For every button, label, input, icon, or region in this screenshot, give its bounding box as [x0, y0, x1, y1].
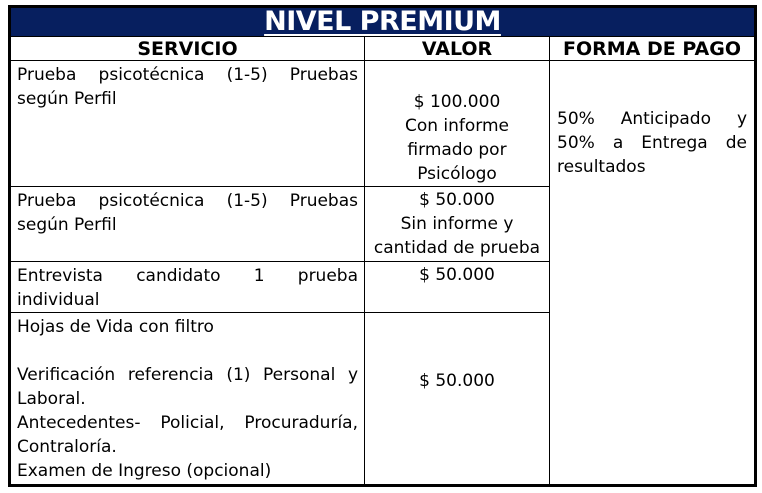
- column-header-forma-de-pago: FORMA DE PAGO: [550, 37, 756, 61]
- price-note-line: Psicólogo: [417, 164, 497, 184]
- service-text: Verificación referencia (1) Personal y Laboral.: [17, 365, 358, 409]
- column-header-valor: VALOR: [365, 37, 550, 61]
- price-line: $ 50.000: [419, 190, 495, 210]
- price-note-line: firmado por: [407, 140, 507, 160]
- service-cell-row3: [10, 262, 365, 313]
- payment-terms-text: 50% Anticipado y 50% a Entrega de resultados: [557, 109, 748, 177]
- service-text: Hojas de Vida con filtro: [17, 317, 214, 337]
- nivel-premium-pricing-table: [8, 5, 757, 487]
- service-text: Entrevista candidato 1 prueba individual: [17, 266, 358, 310]
- document-page: [0, 5, 762, 493]
- column-header-servicio: SERVICIO: [10, 37, 365, 61]
- service-cell-row2: [10, 187, 365, 262]
- service-cell-row1: [10, 61, 365, 187]
- price-cell-row4: [365, 313, 550, 486]
- service-text: Prueba psicotécnica (1-5) Pruebas según Perfil: [17, 65, 358, 109]
- price-cell-row2: [365, 187, 550, 262]
- price-note-line: Con informe: [404, 116, 510, 136]
- table-row: [10, 61, 756, 187]
- price-line: $ 100.000: [413, 92, 501, 112]
- service-text: Antecedentes- Policial, Procuraduría, Contraloría.: [17, 413, 358, 457]
- table-title-cell: [10, 7, 756, 37]
- price-note-line: cantidad de prueba: [373, 238, 541, 258]
- table-title: NIVEL PREMIUM: [264, 6, 501, 37]
- service-text-blank-line: [17, 339, 358, 363]
- payment-terms-cell: [550, 61, 756, 486]
- service-text: Examen de Ingreso (opcional): [17, 461, 272, 481]
- column-header-row: [10, 37, 756, 61]
- price-line: $ 50.000: [419, 265, 495, 285]
- service-cell-row4: [10, 313, 365, 486]
- service-text: Prueba psicotécnica (1-5) Pruebas según Perfil: [17, 191, 358, 235]
- price-line: $ 50.000: [419, 371, 495, 391]
- table-title-row: [10, 7, 756, 37]
- price-note-line: Sin informe y: [400, 214, 514, 234]
- price-cell-row1: [365, 61, 550, 187]
- price-cell-row3: [365, 262, 550, 313]
